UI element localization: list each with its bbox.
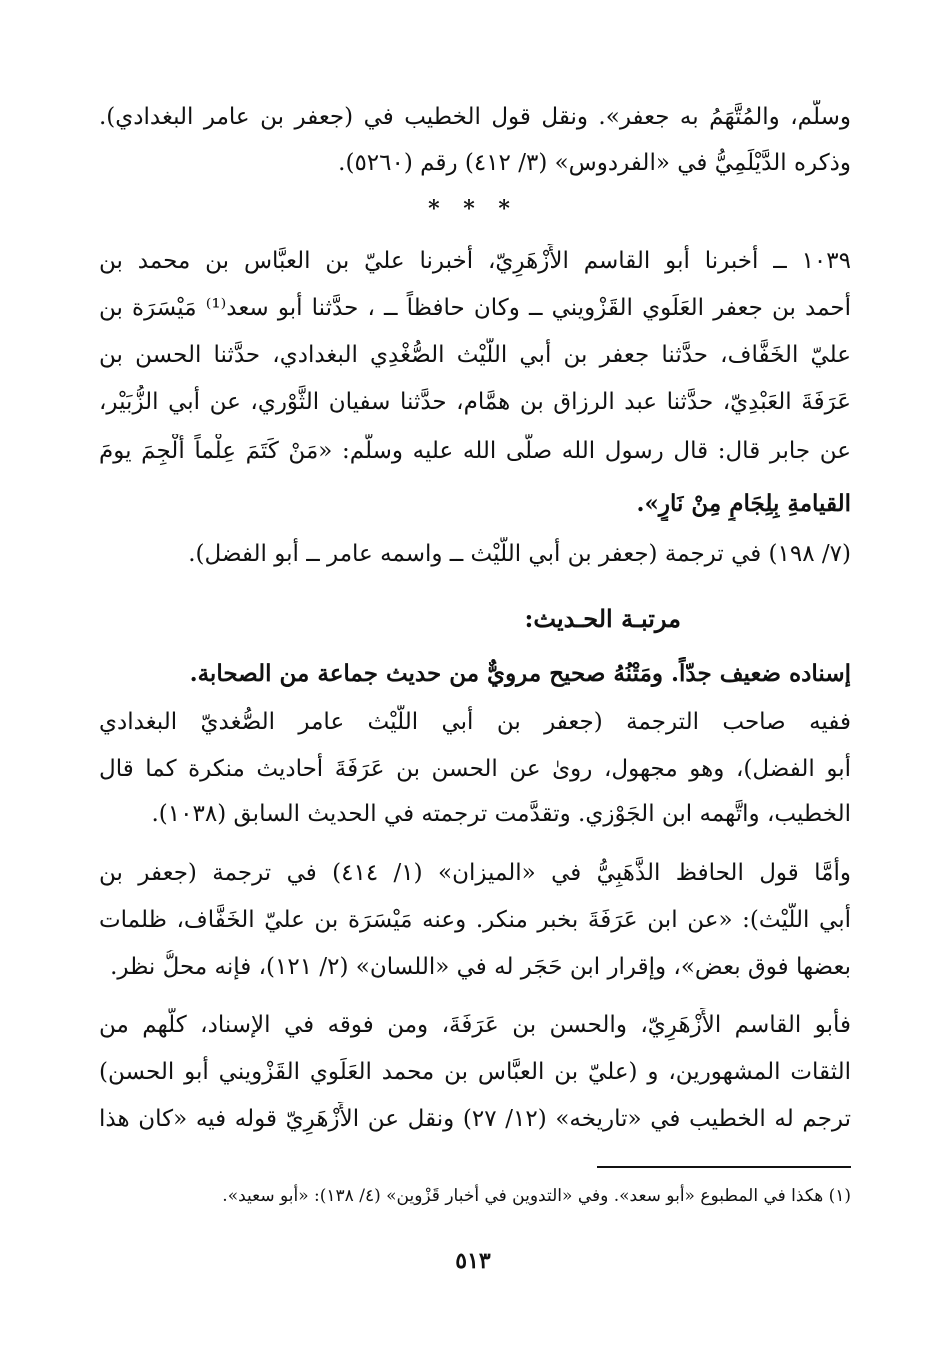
footnote-divider (597, 1166, 851, 1168)
dhahabi-line: وأمَّا قول الحافظ الذَّهَبِيُّ في «الميزان» (١/ ٤١٤) في ترجمة (جعفر بن (99, 860, 851, 886)
azhari-line: فأبو القاسم الأَزْهَرِيّ، والحسن بن عَرَفَةَ، ومن فوقه في الإسناد، كلُّهم من (99, 1012, 851, 1038)
hadith-line: عن جابر قال: قال رسول الله صلَّى الله عليه وسلَّم: «مَنْ كَتَمَ عِلْماً أُلْجِمَ يومَ (99, 438, 851, 464)
hadith-line: عَرَفَةَ العَبْدِيّ، حدَّثنا عبد الرزاق بن همَّام، حدَّثنا سفيان الثَّوْري، عن أبي الزُّبَيْر، (99, 389, 851, 415)
text-line: وسلَّم، والمُتَّهَمُ به جعفر». ونقل قول الخطيب في (جعفر بن عامر البغدادي). (99, 104, 851, 130)
ruling-line: ففيه صاحب الترجمة (جعفر بن أبي اللَّيْث عامر الصُّغديّ البغدادي (99, 709, 851, 735)
text-line: وذكره الدَّيْلَمِيُّ في «الفردوس» (٣/ ٤١٢) رقم (٥٢٦٠). (338, 150, 851, 176)
azhari-line: ترجم له الخطيب في «تاريخه» (١٢/ ٢٧) ونقل عن الأَزْهَرِيّ قوله فيه «كان هذا (99, 1106, 851, 1132)
hadith-line: عليّ الخَفَّاف، حدَّثنا جعفر بن أبي اللَّيْث الصُّغْدِي البغدادي، حدَّثنا الحسن بن (99, 342, 851, 368)
page-number: ٥١٣ (455, 1248, 491, 1274)
footnote: (١) هكذا في المطبوع «أبو سعد». وفي «التدوين في أخبار قَزْوين» (٤/ ١٣٨): «أبو سعيد». (222, 1186, 851, 1206)
ruling-line: إسناده ضعيف جدّاً. ومَتْنُهُ صحيح مرويٌّ من حديث جماعة من الصحابة. (189, 660, 851, 687)
section-separator: * * * (428, 196, 518, 222)
ruling-line: أبو الفضل)، وهو مجهول، روىٰ عن الحسن بن عَرَفَةَ أحاديث منكرة كما قال (99, 756, 851, 782)
azhari-line: الثقات المشهورين، و (عليّ بن العبَّاس بن محمد العَلَوي القَزْويني أبو الحسن) (99, 1059, 851, 1085)
dhahabi-line: أبي اللَّيْث): «عن ابن عَرَفَةَ بخبر منكر. وعنه مَيْسَرَة بن عليّ الخَفَّاف، ظلمات (99, 907, 851, 933)
hadith-source: (٧/ ١٩٨) في ترجمة (جعفر بن أبي اللَّيْث ــ واسمه عامر ــ أبو الفضل). (188, 541, 851, 567)
hadith-line: القيامةِ بِلِجَامٍ مِنْ نَارٍ». (636, 490, 851, 517)
hadith-line: ١٠٣٩ ــ أخبرنا أبو القاسم الأَزْهَرِيّ، أخبرنا عليّ بن العبَّاس بن محمد بن (99, 248, 851, 274)
hadith-line: أحمد بن جعفر العَلَوي القَزْويني ــ وكان حافظاً ــ ، حدَّثنا أبو سعد⁽¹⁾ مَيْسَرَة بن (99, 295, 851, 321)
section-heading: مرتبـة الحـديث: (524, 604, 681, 633)
dhahabi-line: بعضها فوق بعض»، وإقرار ابن حَجَر له في «اللسان» (٢/ ١٢١)، فإنه محلُّ نظر. (110, 954, 851, 980)
ruling-line: الخطيب، واتَّهمه ابن الجَوْزي. وتقدَّمت ترجمته في الحديث السابق (١٠٣٨). (151, 801, 851, 827)
